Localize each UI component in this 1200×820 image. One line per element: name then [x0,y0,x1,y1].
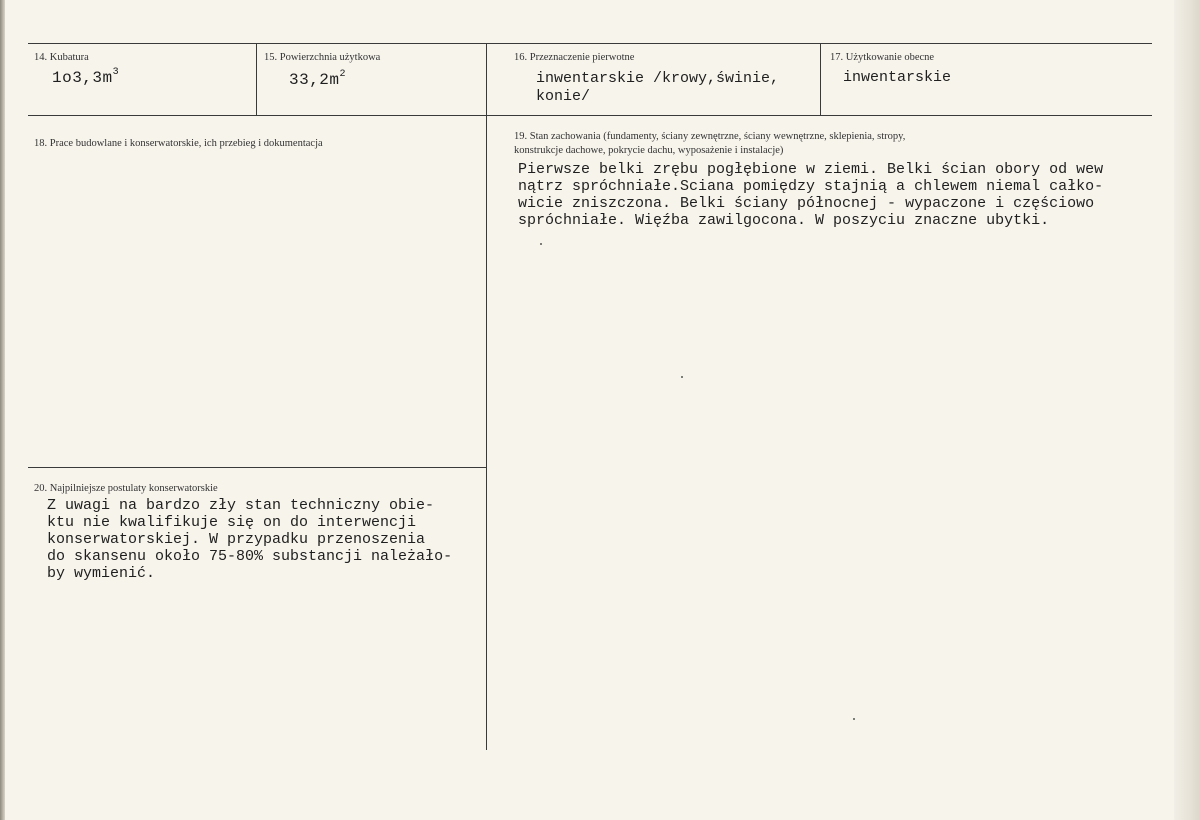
scan-edge-left [0,0,5,820]
field-14-value [52,67,120,90]
form-row1-bottom-rule [28,115,1152,116]
field-19-line-2: nątrz spróchniałe.Sciana pomiędzy stajnią a chlewem niemal całko- [518,178,1104,195]
field-16-label: 16. Przeznaczenie pierwotne [514,52,635,63]
field-19-line-4: spróchniałe. Więźba zawilgocona. W poszyciu znaczne ubytki. [518,212,1050,229]
field-20-label: 20. Najpilniejsze postulaty konserwatorskie [34,483,218,494]
field-20-line-4: do skansenu około 75-80% substancji należało- [47,548,453,565]
field-20-line-5: by wymienić. [47,565,156,582]
field-19-line-1: Pierwsze belki zrębu pogłębione w ziemi. Belki ścian obory od wew [518,161,1104,178]
field-14-number: 1o3,3m [52,69,113,87]
field-16-line-2: konie/ [536,88,591,105]
field-15-number: 33,2m [289,71,340,89]
field-19-line-3: wicie zniszczona. Belki ściany północnej - wypaczone i częściowo [518,195,1095,212]
scan-speck [540,243,542,245]
divider-14-15 [256,43,257,115]
field-20-line-3: konserwatorskiej. W przypadku przenoszenia [47,531,426,548]
field-15-exponent: 2 [339,69,347,80]
divider-16-17 [820,43,821,115]
field-16-line-1: inwentarskie /krowy,świnie, [536,70,780,87]
field-17-label: 17. Użytkowanie obecne [830,52,935,63]
field-19-label-line-2: konstrukcje dachowe, pokrycie dachu, wyposażenie i instalacje) [514,145,784,156]
form-top-rule [28,43,1152,44]
scan-speck [681,376,683,378]
field-14-exponent: 3 [112,67,120,78]
field-20-line-2: ktu nie kwalifikuje się on do interwencji [47,514,417,531]
scan-edge-right [1174,0,1200,820]
field-18-label: 18. Prace budowlane i konserwatorskie, ich przebieg i dokumentacja [34,138,323,149]
field-15-label: 15. Powierzchnia użytkowa [264,52,381,63]
field-15-value [289,69,347,92]
scan-speck [853,718,855,720]
field-14-label: 14. Kubatura [34,52,89,63]
divider-15-16 [486,43,487,750]
form-section20-top-rule [28,467,486,468]
field-17-value: inwentarskie [843,69,952,86]
field-20-line-1: Z uwagi na bardzo zły stan techniczny obie- [47,497,435,514]
field-19-label-line-1: 19. Stan zachowania (fundamenty, ściany zewnętrzne, ściany wewnętrzne, sklepienia, stropy, [514,131,906,142]
